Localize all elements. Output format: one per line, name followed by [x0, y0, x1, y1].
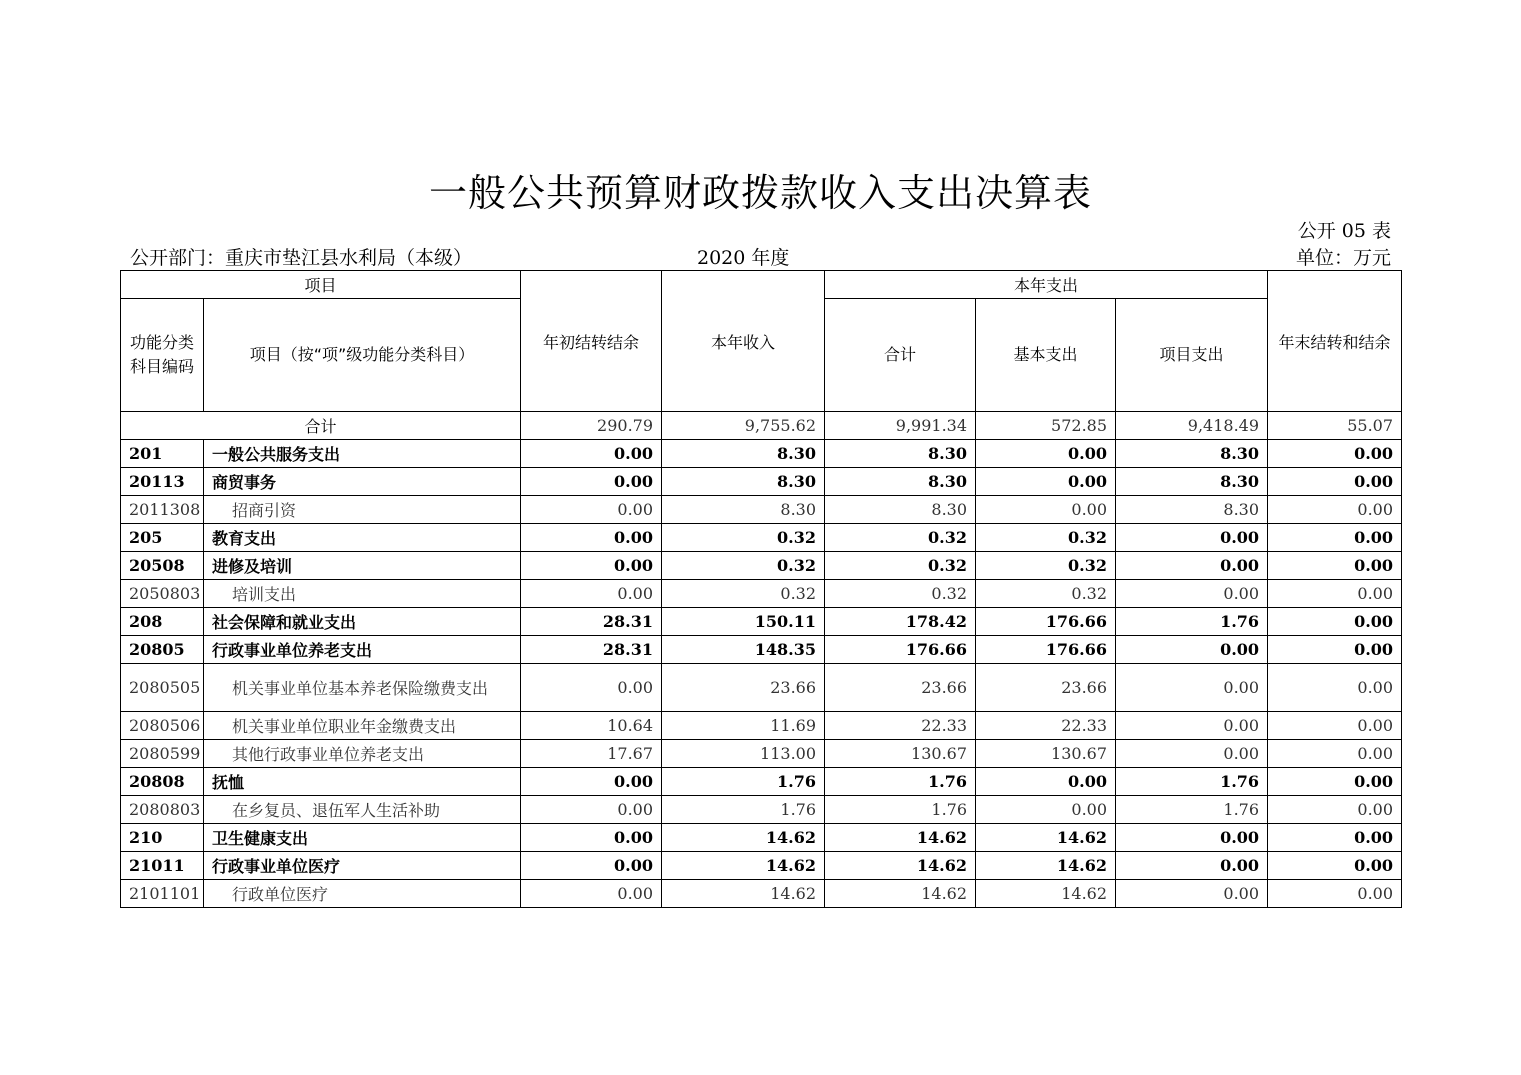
cell-name: 卫生健康支出 — [204, 824, 521, 852]
cell-total: 176.66 — [825, 636, 976, 664]
cell-basic: 14.62 — [976, 824, 1116, 852]
cell-basic: 0.32 — [976, 524, 1116, 552]
cell-project: 0.00 — [1116, 636, 1268, 664]
cell-code: 21011 — [121, 852, 204, 880]
cell-basic: 0.00 — [976, 496, 1116, 524]
cell-closing: 0.00 — [1268, 880, 1402, 908]
cell-name: 教育支出 — [204, 524, 521, 552]
cell-opening: 0.00 — [521, 552, 662, 580]
cell-closing: 0.00 — [1268, 468, 1402, 496]
cell-name: 抚恤 — [204, 768, 521, 796]
cell-code: 201 — [121, 440, 204, 468]
cell-income: 23.66 — [662, 664, 825, 712]
cell-name: 行政事业单位养老支出 — [204, 636, 521, 664]
table-row — [121, 768, 1402, 796]
table-row — [121, 796, 1402, 824]
cell-income: 148.35 — [662, 636, 825, 664]
cell-income: 11.69 — [662, 712, 825, 740]
table-row — [121, 552, 1402, 580]
cell-opening: 10.64 — [521, 712, 662, 740]
total-label: 合计 — [121, 412, 521, 440]
unit-label: 单位：万元 — [1295, 247, 1391, 269]
cell-code: 20808 — [121, 768, 204, 796]
header-name: 项目（按“项”级功能分类科目） — [204, 299, 521, 412]
cell-total: 130.67 — [825, 740, 976, 768]
cell-income: 8.30 — [662, 496, 825, 524]
table-row — [121, 580, 1402, 608]
cell-total: 8.30 — [825, 440, 976, 468]
cell-opening: 0.00 — [521, 440, 662, 468]
header-opening: 年初结转结余 — [521, 271, 662, 412]
cell-income: 8.30 — [662, 468, 825, 496]
cell-code: 2080803 — [121, 796, 204, 824]
cell-closing: 0.00 — [1268, 824, 1402, 852]
cell-code: 205 — [121, 524, 204, 552]
cell-closing: 0.00 — [1268, 496, 1402, 524]
cell-name: 机关事业单位基本养老保险缴费支出 — [204, 664, 521, 712]
cell-basic: 572.85 — [976, 412, 1116, 440]
header-project-expense: 项目支出 — [1116, 299, 1268, 412]
cell-code: 2080506 — [121, 712, 204, 740]
cell-opening: 0.00 — [521, 524, 662, 552]
cell-closing: 0.00 — [1268, 440, 1402, 468]
cell-opening: 0.00 — [521, 824, 662, 852]
cell-opening: 0.00 — [521, 852, 662, 880]
cell-total: 0.32 — [825, 552, 976, 580]
cell-name: 在乡复员、退伍军人生活补助 — [204, 796, 521, 824]
table-row — [121, 664, 1402, 712]
cell-income: 8.30 — [662, 440, 825, 468]
cell-closing: 0.00 — [1268, 636, 1402, 664]
cell-code: 2080505 — [121, 664, 204, 712]
cell-project: 0.00 — [1116, 824, 1268, 852]
cell-basic: 0.00 — [976, 796, 1116, 824]
table-row — [121, 440, 1402, 468]
budget-table — [120, 270, 1402, 908]
cell-income: 150.11 — [662, 608, 825, 636]
cell-name: 商贸事务 — [204, 468, 521, 496]
cell-name: 其他行政事业单位养老支出 — [204, 740, 521, 768]
cell-closing: 0.00 — [1268, 768, 1402, 796]
cell-basic: 0.32 — [976, 552, 1116, 580]
cell-basic: 14.62 — [976, 880, 1116, 908]
cell-opening: 28.31 — [521, 608, 662, 636]
cell-income: 0.32 — [662, 580, 825, 608]
cell-total: 8.30 — [825, 468, 976, 496]
cell-total: 178.42 — [825, 608, 976, 636]
cell-name: 行政事业单位医疗 — [204, 852, 521, 880]
cell-income: 9,755.62 — [662, 412, 825, 440]
cell-opening: 0.00 — [521, 768, 662, 796]
cell-code: 2011308 — [121, 496, 204, 524]
cell-project: 8.30 — [1116, 440, 1268, 468]
meta-line — [130, 243, 1391, 269]
cell-closing: 0.00 — [1268, 740, 1402, 768]
cell-closing: 0.00 — [1268, 580, 1402, 608]
table-row — [121, 740, 1402, 768]
cell-total: 0.32 — [825, 580, 976, 608]
cell-opening: 0.00 — [521, 880, 662, 908]
cell-project: 0.00 — [1116, 552, 1268, 580]
table-row — [121, 852, 1402, 880]
cell-project: 9,418.49 — [1116, 412, 1268, 440]
cell-closing: 0.00 — [1268, 664, 1402, 712]
cell-name: 招商引资 — [204, 496, 521, 524]
cell-basic: 130.67 — [976, 740, 1116, 768]
cell-opening: 290.79 — [521, 412, 662, 440]
table-row — [121, 712, 1402, 740]
header-total: 合计 — [825, 299, 976, 412]
cell-project: 8.30 — [1116, 468, 1268, 496]
cell-project: 0.00 — [1116, 580, 1268, 608]
cell-project: 0.00 — [1116, 740, 1268, 768]
table-row — [121, 636, 1402, 664]
cell-opening: 0.00 — [521, 496, 662, 524]
cell-opening: 17.67 — [521, 740, 662, 768]
cell-total: 1.76 — [825, 796, 976, 824]
page-title: 一般公共预算财政拨款收入支出决算表 — [428, 171, 1092, 215]
cell-project: 0.00 — [1116, 524, 1268, 552]
cell-name: 社会保障和就业支出 — [204, 608, 521, 636]
cell-name: 培训支出 — [204, 580, 521, 608]
cell-opening: 0.00 — [521, 664, 662, 712]
table-row — [121, 880, 1402, 908]
department-label: 公开部门：重庆市垫江县水利局（本级） — [130, 247, 473, 269]
cell-code: 20113 — [121, 468, 204, 496]
cell-income: 14.62 — [662, 852, 825, 880]
cell-income: 0.32 — [662, 552, 825, 580]
cell-name: 一般公共服务支出 — [204, 440, 521, 468]
cell-total: 1.76 — [825, 768, 976, 796]
header-income: 本年收入 — [662, 271, 825, 412]
cell-income: 14.62 — [662, 880, 825, 908]
cell-project: 0.00 — [1116, 664, 1268, 712]
cell-opening: 0.00 — [521, 796, 662, 824]
cell-total: 8.30 — [825, 496, 976, 524]
cell-total: 14.62 — [825, 824, 976, 852]
cell-basic: 14.62 — [976, 852, 1116, 880]
cell-closing: 0.00 — [1268, 796, 1402, 824]
cell-closing: 0.00 — [1268, 712, 1402, 740]
cell-code: 2080599 — [121, 740, 204, 768]
cell-basic: 23.66 — [976, 664, 1116, 712]
table-row — [121, 824, 1402, 852]
cell-name: 进修及培训 — [204, 552, 521, 580]
cell-closing: 0.00 — [1268, 524, 1402, 552]
cell-project: 0.00 — [1116, 712, 1268, 740]
cell-closing: 0.00 — [1268, 852, 1402, 880]
header-expense-group: 本年支出 — [825, 271, 1268, 299]
cell-name: 行政单位医疗 — [204, 880, 521, 908]
cell-opening: 28.31 — [521, 636, 662, 664]
cell-total: 14.62 — [825, 852, 976, 880]
cell-code: 208 — [121, 608, 204, 636]
cell-project: 1.76 — [1116, 796, 1268, 824]
cell-opening: 0.00 — [521, 468, 662, 496]
cell-income: 14.62 — [662, 824, 825, 852]
cell-code: 2101101 — [121, 880, 204, 908]
cell-closing: 55.07 — [1268, 412, 1402, 440]
cell-project: 0.00 — [1116, 880, 1268, 908]
cell-basic: 176.66 — [976, 608, 1116, 636]
cell-total: 22.33 — [825, 712, 976, 740]
total-row — [121, 412, 1402, 440]
cell-closing: 0.00 — [1268, 552, 1402, 580]
cell-income: 1.76 — [662, 796, 825, 824]
cell-total: 0.32 — [825, 524, 976, 552]
cell-project: 1.76 — [1116, 768, 1268, 796]
header-closing: 年末结转和结余 — [1268, 271, 1402, 412]
form-number: 公开 05 表 — [1297, 220, 1391, 242]
header-code: 功能分类科目编码 — [121, 299, 204, 412]
table-row — [121, 496, 1402, 524]
cell-basic: 0.32 — [976, 580, 1116, 608]
cell-name: 机关事业单位职业年金缴费支出 — [204, 712, 521, 740]
cell-code: 210 — [121, 824, 204, 852]
cell-basic: 176.66 — [976, 636, 1116, 664]
cell-total: 14.62 — [825, 880, 976, 908]
cell-income: 113.00 — [662, 740, 825, 768]
cell-project: 1.76 — [1116, 608, 1268, 636]
year-label: 2020 年度 — [697, 247, 790, 269]
cell-total: 23.66 — [825, 664, 976, 712]
header-project: 项目 — [121, 271, 521, 299]
cell-closing: 0.00 — [1268, 608, 1402, 636]
cell-income: 1.76 — [662, 768, 825, 796]
cell-basic: 0.00 — [976, 768, 1116, 796]
cell-basic: 0.00 — [976, 468, 1116, 496]
cell-basic: 0.00 — [976, 440, 1116, 468]
cell-code: 20508 — [121, 552, 204, 580]
header-basic: 基本支出 — [976, 299, 1116, 412]
cell-project: 8.30 — [1116, 496, 1268, 524]
table-row — [121, 608, 1402, 636]
cell-code: 2050803 — [121, 580, 204, 608]
cell-total: 9,991.34 — [825, 412, 976, 440]
table-row — [121, 524, 1402, 552]
cell-income: 0.32 — [662, 524, 825, 552]
cell-basic: 22.33 — [976, 712, 1116, 740]
cell-opening: 0.00 — [521, 580, 662, 608]
cell-code: 20805 — [121, 636, 204, 664]
cell-project: 0.00 — [1116, 852, 1268, 880]
table-row — [121, 468, 1402, 496]
